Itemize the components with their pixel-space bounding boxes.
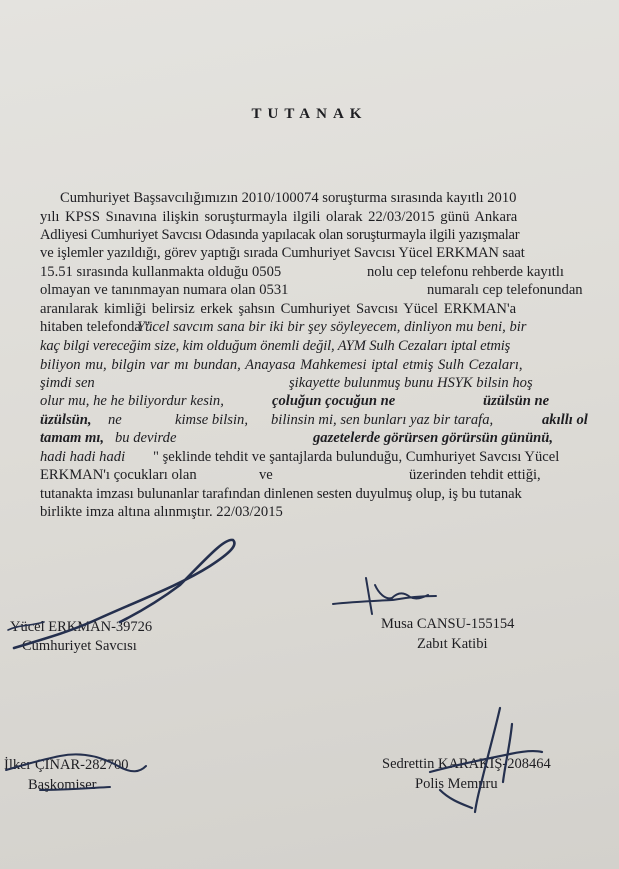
text-segment: tutanakta imzası bulunanlar tarafından dinlenen sesten duyulmuş olup, iş bu tutanak bbox=[40, 486, 522, 502]
text-segment: tamam mı, bbox=[40, 430, 105, 446]
signature-role-polis: Polis Memuru bbox=[415, 776, 498, 792]
text-segment: ne bbox=[108, 412, 122, 428]
text-segment: ve işlemler yazıldığı, görev yaptığı sırada Cumhuriyet Savcısı Yücel ERKMAN saat bbox=[40, 245, 525, 261]
text-segment: olmayan ve tanınmayan numara olan 0531 bbox=[40, 282, 289, 298]
text-segment: Adliyesi Cumhuriyet Savcısı Odasında yapılacak olan soruşturmayla ilgili yazışmalar bbox=[40, 227, 520, 243]
text-segment: akıllı ol bbox=[542, 412, 588, 428]
text-segment: çoluğun çocuğun ne bbox=[272, 393, 396, 409]
text-segment: şikayette bulunmuş bunu HSYK bilsin hoş bbox=[289, 375, 533, 391]
text-segment: ve bbox=[259, 467, 273, 483]
text-segment: Cumhuriyet Başsavcılığımızın 2010/100074 soruşturma sırasında kayıtlı 2010 bbox=[60, 190, 517, 206]
text-segment: biliyon mu, bilgin var mı bundan, Anayasa Mahkemesi iptal etmiş Sulh Cezaları, bbox=[40, 357, 523, 373]
text-segment: üzülsün ne bbox=[483, 393, 550, 409]
text-segment: birlikte imza altına alınmıştır. 22/03/2015 bbox=[40, 504, 283, 520]
text-segment: gazetelerde görürsen görürsün gününü, bbox=[313, 430, 554, 446]
text-segment: kaç bilgi vereceğim size, kim olduğum önemli değil, AYM Sulh Cezaları iptal etmiş bbox=[40, 338, 511, 354]
text-segment: aranılarak kimliği belirsiz erkek şahsın Cumhuriyet Savcısı Yücel ERKMAN'a bbox=[40, 301, 517, 317]
text-segment: şimdi sen bbox=[40, 375, 95, 391]
signature-role-baskomiser: Başkomiser bbox=[28, 777, 97, 793]
signature-name-baskomiser: İlker ÇINAR-282700 bbox=[4, 757, 129, 773]
signature-name-polis: Sedrettin KARAKIŞ-208464 bbox=[382, 756, 551, 772]
text-segment: 15.51 sırasında kullanmakta olduğu 0505 bbox=[40, 264, 282, 280]
text-segment: üzülsün, bbox=[40, 412, 92, 428]
text-segment: bu devirde bbox=[115, 430, 177, 446]
text-segment: bilinsin mi, sen bunları yaz bir tarafa, bbox=[271, 412, 494, 428]
signature-name-katip: Musa CANSU-155154 bbox=[381, 616, 515, 632]
text-segment: hadi hadi hadi bbox=[40, 449, 126, 465]
signature-role-savci: Cumhuriyet Savcısı bbox=[22, 638, 137, 654]
text-segment: " şeklinde tehdit ve şantajlarda bulunduğu, Cumhuriyet Savcısı Yücel bbox=[153, 449, 560, 465]
text-segment: kimse bilsin, bbox=[175, 412, 248, 428]
signature-name-savci: Yücel ERKMAN-39726 bbox=[10, 619, 153, 635]
text-segment: üzerinden tehdit ettiği, bbox=[409, 467, 541, 483]
document-title: TUTANAK bbox=[251, 106, 368, 122]
text-segment: yılı KPSS Sınavına ilişkin soruşturmayla ilgili olarak 22/03/2015 günü Ankara bbox=[40, 209, 518, 225]
text-segment: Yücel savcım sana bir iki bir şey söyleyecem, dinliyon mu beni, bir bbox=[137, 319, 527, 335]
text-segment: nolu cep telefonu rehberde kayıtlı bbox=[367, 264, 564, 280]
text-segment: numaralı cep telefonundan bbox=[427, 282, 583, 298]
signature-scribble-katip bbox=[333, 578, 436, 614]
signature-role-katip: Zabıt Katibi bbox=[417, 636, 488, 652]
text-segment: ERKMAN'ı çocukları olan bbox=[40, 467, 197, 483]
text-segment: hitaben telefonda " bbox=[40, 319, 151, 335]
text-segment: olur mu, he he biliyordur kesin, bbox=[40, 393, 224, 409]
